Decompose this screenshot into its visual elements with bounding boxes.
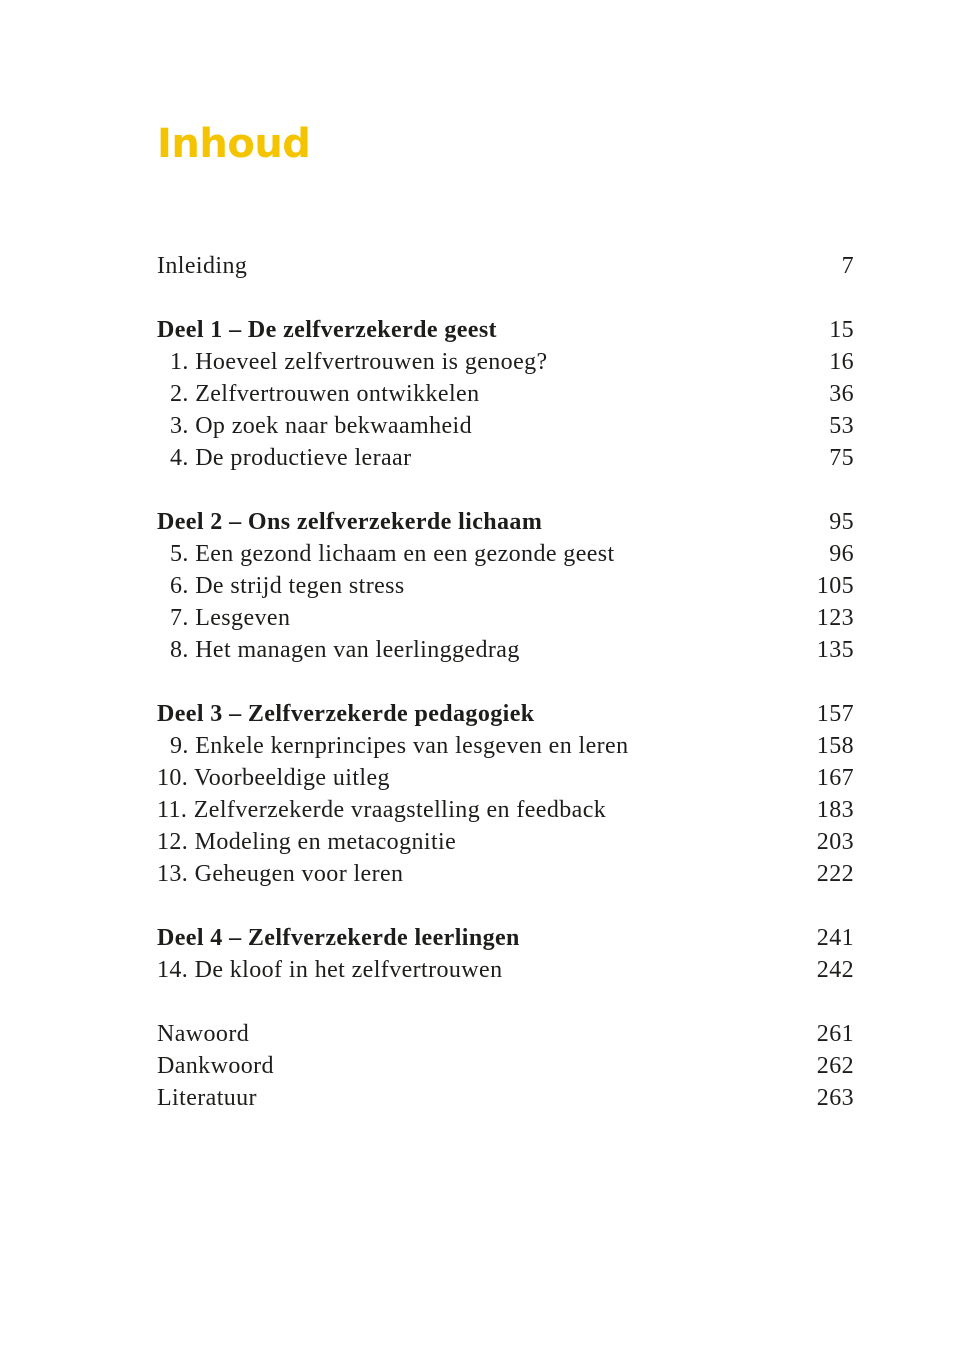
toc-chapter-page: 183: [816, 797, 854, 823]
toc-chapter[interactable]: [157, 538, 854, 570]
toc-chapter[interactable]: [157, 602, 854, 634]
toc-part-label: Deel 4 – Zelfverzekerde leerlingen: [157, 925, 520, 951]
toc-chapter[interactable]: [157, 858, 854, 890]
toc-part-2: [157, 506, 854, 666]
toc-chapter-label: 10. Voorbeeldige uitleg: [157, 765, 390, 791]
toc-chapter-label: 6. De strijd tegen stress: [170, 573, 405, 599]
page-title: Inhoud: [157, 121, 311, 167]
toc-chapter[interactable]: [157, 346, 854, 378]
table-of-contents: [157, 250, 854, 1146]
toc-part-heading[interactable]: [157, 314, 854, 346]
toc-chapter-page: 96: [829, 541, 854, 567]
toc-part-label: Deel 3 – Zelfverzekerde pedagogiek: [157, 701, 535, 727]
toc-part-heading[interactable]: [157, 922, 854, 954]
toc-part-page: 241: [816, 925, 854, 951]
toc-chapter-label: 11. Zelfverzekerde vraagstelling en feedback: [157, 797, 607, 823]
toc-chapter-page: 75: [829, 445, 854, 471]
toc-chapter-page: 105: [816, 573, 854, 599]
toc-chapter[interactable]: [157, 730, 854, 762]
toc-part-page: 15: [829, 317, 854, 343]
toc-chapter-label: 4. De productieve leraar: [170, 445, 412, 471]
toc-chapter-page: 242: [816, 957, 854, 983]
toc-part-label: Deel 2 – Ons zelfverzekerde lichaam: [157, 509, 543, 535]
toc-chapter-label: 2. Zelfvertrouwen ontwikkelen: [170, 381, 480, 407]
toc-back-matter: [157, 1018, 854, 1114]
toc-chapter[interactable]: [157, 410, 854, 442]
toc-chapter[interactable]: [157, 954, 854, 986]
toc-entry-page: 7: [841, 253, 854, 279]
toc-entry-dankwoord[interactable]: [157, 1050, 854, 1082]
toc-chapter-page: 16: [829, 349, 854, 375]
toc-chapter-page: 167: [816, 765, 854, 791]
toc-chapter-label: 1. Hoeveel zelfvertrouwen is genoeg?: [170, 349, 548, 375]
toc-chapter-label: 8. Het managen van leerlinggedrag: [170, 637, 520, 663]
toc-chapter-page: 36: [829, 381, 854, 407]
toc-part-4: [157, 922, 854, 986]
toc-chapter[interactable]: [157, 570, 854, 602]
toc-chapter-page: 135: [816, 637, 854, 663]
toc-chapter-label: 7. Lesgeven: [170, 605, 291, 631]
toc-entry-page: 262: [816, 1053, 854, 1079]
toc-chapter-page: 203: [816, 829, 854, 855]
toc-chapter[interactable]: [157, 442, 854, 474]
toc-chapter-label: 12. Modeling en metacognitie: [157, 829, 457, 855]
toc-chapter[interactable]: [157, 794, 854, 826]
toc-part-page: 157: [816, 701, 854, 727]
toc-chapter-page: 222: [816, 861, 854, 887]
toc-entry-label: Inleiding: [157, 253, 248, 279]
toc-part-heading[interactable]: [157, 698, 854, 730]
toc-part-3: [157, 698, 854, 890]
toc-entry-page: 261: [816, 1021, 854, 1047]
toc-entry-label: Nawoord: [157, 1021, 250, 1047]
toc-part-heading[interactable]: [157, 506, 854, 538]
toc-chapter-label: 9. Enkele kernprincipes van lesgeven en leren: [170, 733, 629, 759]
toc-chapter[interactable]: [157, 378, 854, 410]
toc-entry-literatuur[interactable]: [157, 1082, 854, 1114]
toc-intro-group: [157, 250, 854, 282]
toc-chapter-page: 53: [829, 413, 854, 439]
toc-chapter[interactable]: [157, 634, 854, 666]
toc-chapter-page: 158: [816, 733, 854, 759]
toc-chapter-label: 14. De kloof in het zelfvertrouwen: [157, 957, 503, 983]
toc-part-label: Deel 1 – De zelfverzekerde geest: [157, 317, 497, 343]
toc-entry-intro[interactable]: [157, 250, 854, 282]
toc-chapter[interactable]: [157, 762, 854, 794]
toc-entry-page: 263: [816, 1085, 854, 1111]
toc-chapter-label: 3. Op zoek naar bekwaamheid: [170, 413, 473, 439]
toc-entry-label: Dankwoord: [157, 1053, 274, 1079]
toc-chapter-label: 5. Een gezond lichaam en een gezonde geest: [170, 541, 615, 567]
toc-entry-label: Literatuur: [157, 1085, 257, 1111]
toc-chapter[interactable]: [157, 826, 854, 858]
toc-chapter-page: 123: [816, 605, 854, 631]
toc-part-1: [157, 314, 854, 474]
toc-entry-nawoord[interactable]: [157, 1018, 854, 1050]
toc-part-page: 95: [829, 509, 854, 535]
toc-chapter-label: 13. Geheugen voor leren: [157, 861, 404, 887]
